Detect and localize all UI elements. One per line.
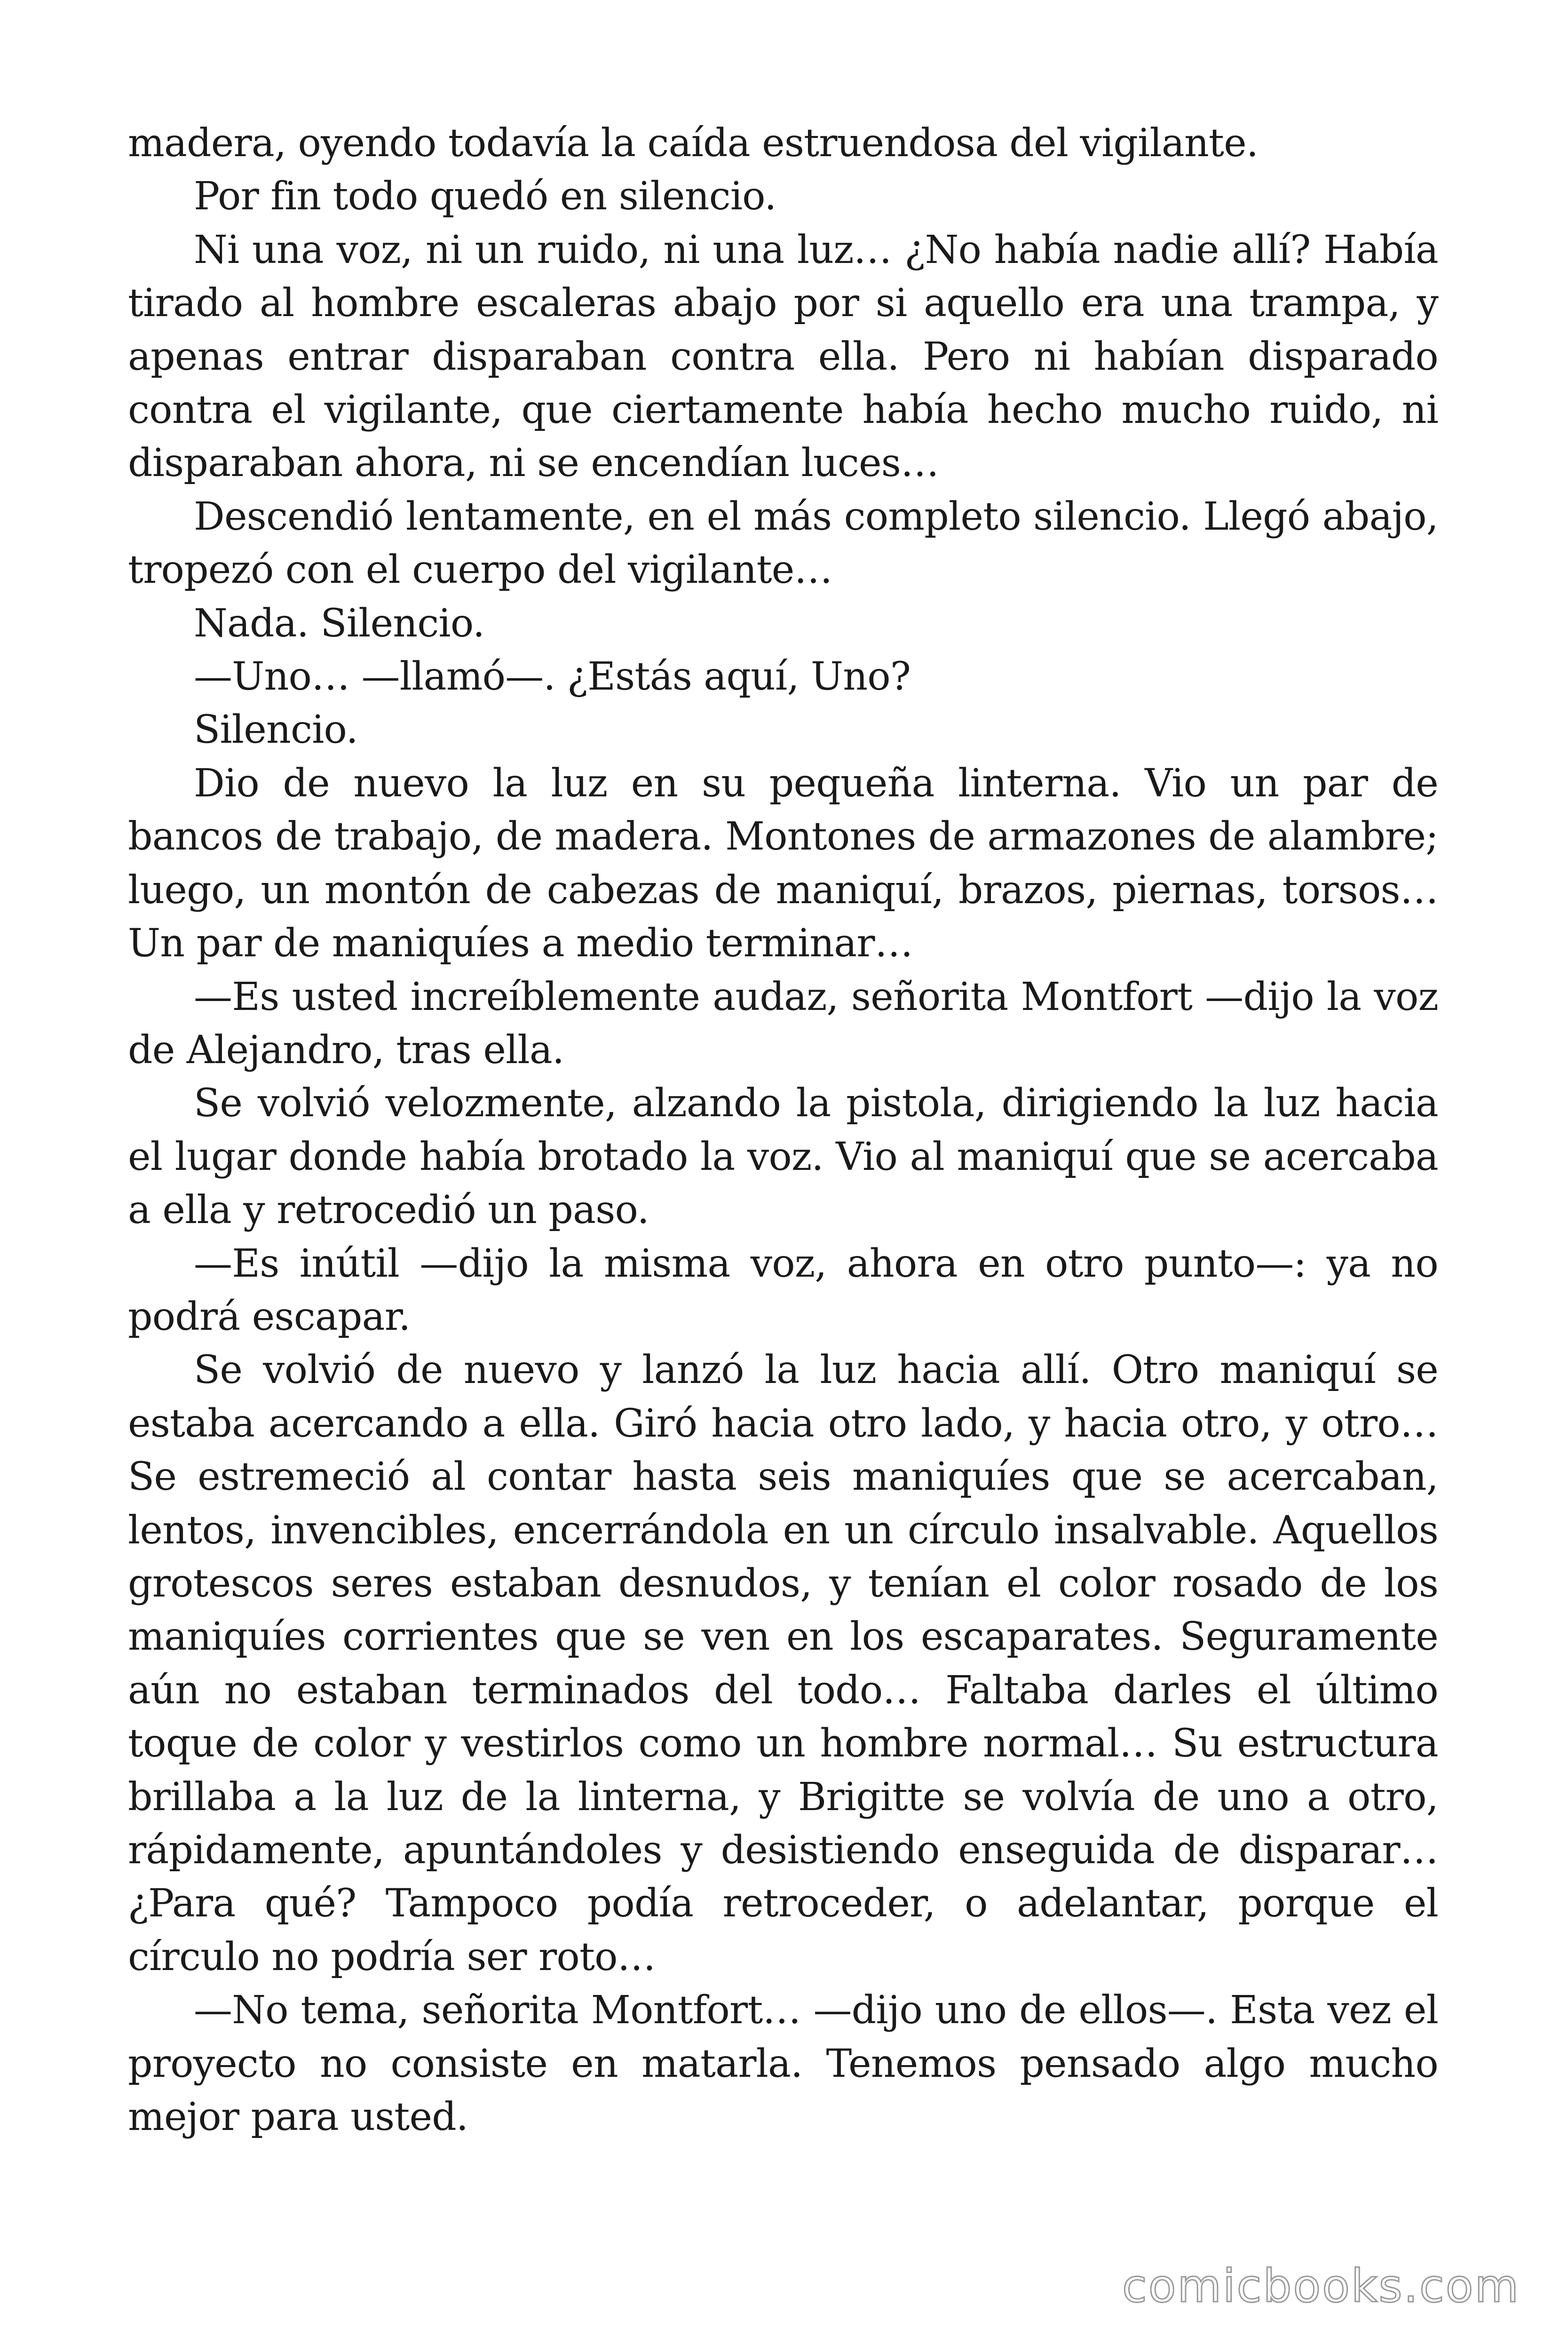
paragraph-10: Se volvió velozmente, alzando la pistola, dirigiendo la luz hacia el lugar donde había brotado la voz. Vio al maniquí que se acercaba a ella y retrocedió un paso. [128, 1081, 1438, 1233]
paragraph-6: —Uno… —llamó—. ¿Estás aquí, Uno? [194, 654, 911, 699]
watermark-logo: comicbooks.com [1122, 2260, 1520, 2312]
paragraph-4: Descendió lentamente, en el más completo silencio. Llegó abajo, tropezó con el cuerpo del vigilante… [128, 494, 1438, 593]
paragraph-9: —Es usted increíblemente audaz, señorita Montfort —dijo la voz de Alejandro, tras ella. [128, 974, 1438, 1073]
page-body-text [128, 117, 1438, 2144]
paragraph-1: madera, oyendo todavía la caída estruendosa del vigilante. [128, 121, 1259, 166]
paragraph-3: Ni una voz, ni un ruido, ni una luz… ¿No había nadie allí? Había tirado al hombre escaleras abajo por si aquello era una trampa, y apenas entrar disparaban contra ella. Pero ni habían disparado contra el vigilante, que ciertamente había hecho mucho ruido, ni disparaban ahora, ni se encendían luces… [128, 227, 1438, 486]
paragraph-11: —Es inútil —dijo la misma voz, ahora en otro punto—: ya no podrá escapar. [128, 1241, 1438, 1339]
paragraph-12: Se volvió de nuevo y lanzó la luz hacia allí. Otro maniquí se estaba acercando a ella. Giró hacia otro lado, y hacia otro, y otro… Se estremeció al contar hasta seis maniquíes que se acercaban, lentos, invencibles, encerrándola en un círculo insalvable. Aquellos grotescos seres estaban desnudos, y tenían el color rosado de los maniquíes corrientes que se ven en los escaparates. Seguramente aún no estaban terminados del todo… Faltaba darles el último toque de color y vestirlos como un hombre normal… Su estructura brillaba a la luz de la linterna, y Brigitte se volvía de uno a otro, rápidamente, apuntándoles y desistiendo enseguida de disparar… ¿Para qué? Tampoco podía retroceder, o adelantar, porque el círculo no podría ser roto… [128, 1348, 1438, 1979]
paragraph-7: Silencio. [194, 707, 358, 753]
paragraph-8: Dio de nuevo la luz en su pequeña linterna. Vio un par de bancos de trabajo, de madera. Montones de armazones de alambre; luego, un montón de cabezas de maniquí, brazos, piernas, torsos… Un par de maniquíes a medio terminar… [128, 761, 1438, 966]
paragraph-2: Por fin todo quedó en silencio. [194, 174, 776, 219]
paragraph-5: Nada. Silencio. [194, 601, 485, 646]
paragraph-13: —No tema, señorita Montfort… —dijo uno de ellos—. Esta vez el proyecto no consiste en matarla. Tenemos pensado algo mucho mejor para usted. [128, 1988, 1438, 2140]
